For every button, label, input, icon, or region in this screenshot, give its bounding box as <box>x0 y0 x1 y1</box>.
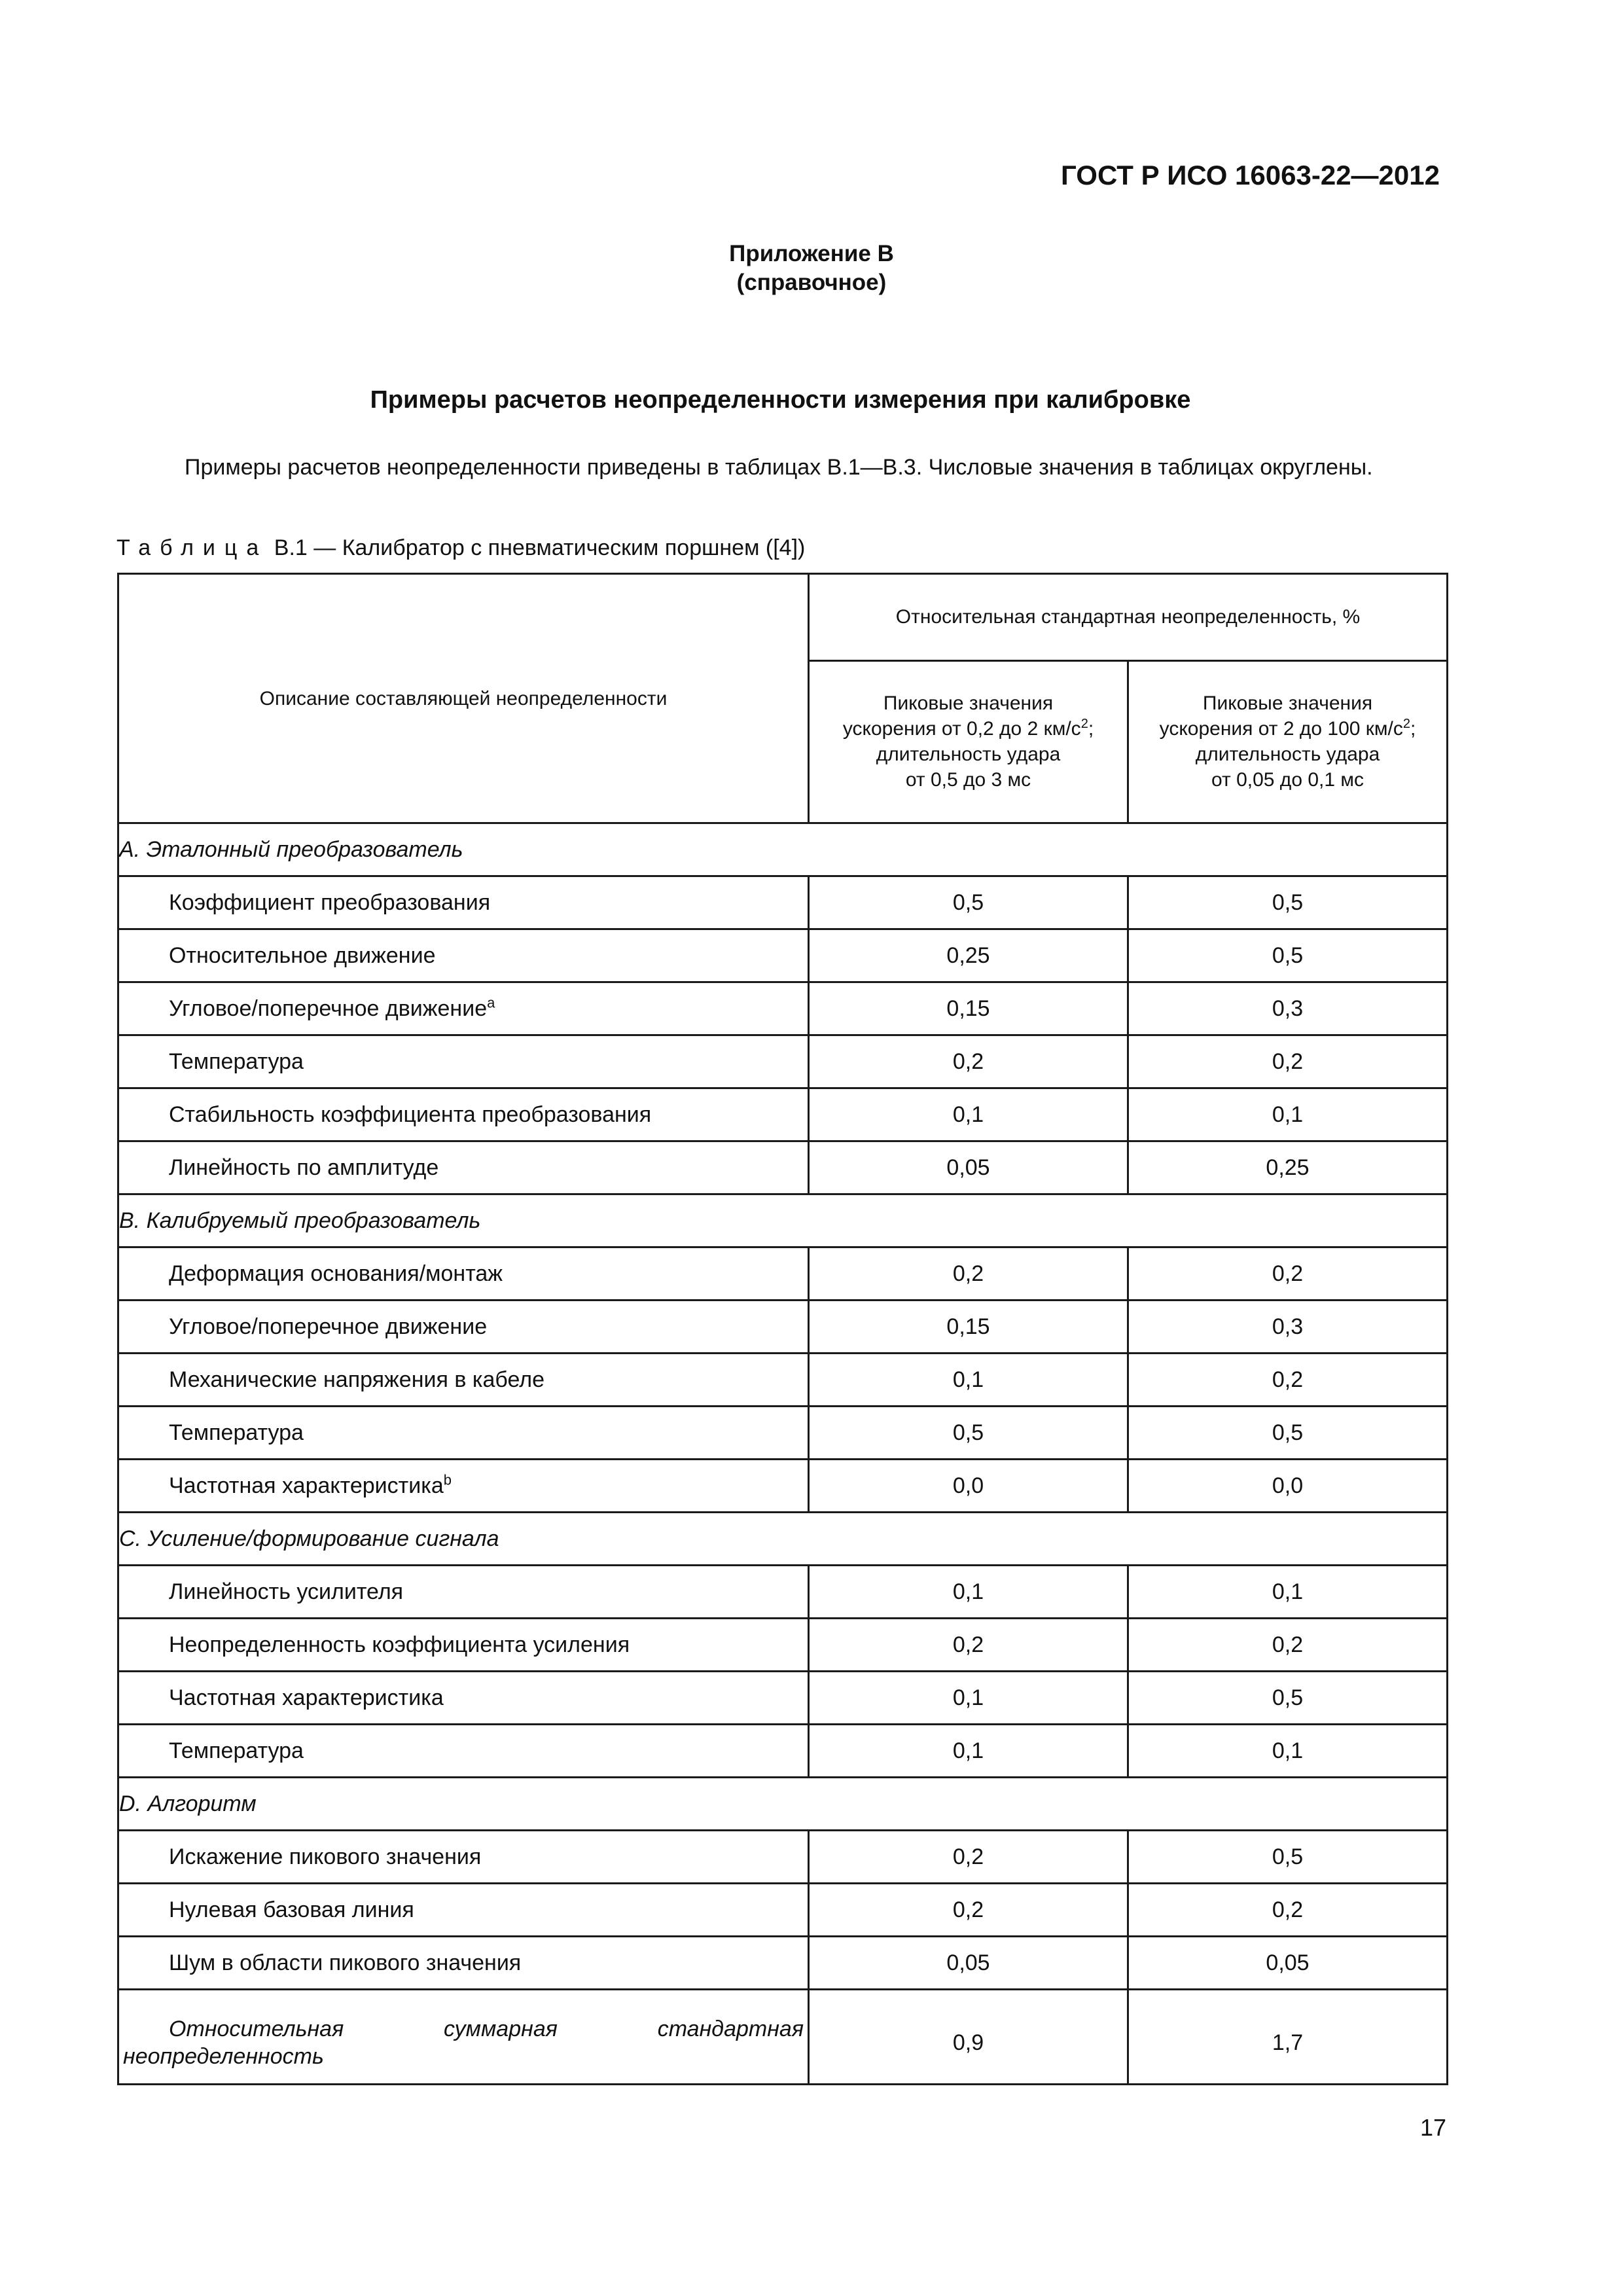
table-caption <box>116 535 805 561</box>
table-row <box>118 1937 1448 1990</box>
value-col1: 0,5 <box>809 1407 1128 1460</box>
header-col1-line2 <box>810 716 1127 742</box>
row-description <box>118 1831 809 1884</box>
main-title: Примеры расчетов неопределенности измерения при калибровке <box>370 386 1191 414</box>
table-row <box>118 876 1448 929</box>
row-label: Температура <box>169 1738 304 1763</box>
footnote-marker: a <box>487 994 495 1011</box>
value-col2: 0,1 <box>1128 1725 1448 1778</box>
footnote-marker: b <box>443 1471 452 1488</box>
total-value-col2: 1,7 <box>1128 1990 1448 2085</box>
value-col1: 0,2 <box>809 1247 1128 1300</box>
row-label: Линейность усилителя <box>169 1579 404 1604</box>
table-caption-label: Таблица <box>116 535 268 560</box>
value-col1: 0,2 <box>809 1831 1128 1884</box>
row-label: Линейность по амплитуде <box>169 1155 439 1180</box>
table-row <box>118 929 1448 982</box>
value-col1: 0,15 <box>809 982 1128 1035</box>
row-description <box>118 876 809 929</box>
table-row <box>118 1619 1448 1672</box>
total-row <box>118 1990 1448 2085</box>
total-value-col1: 0,9 <box>809 1990 1128 2085</box>
row-label: Частотная характеристика <box>169 1473 444 1498</box>
header-col1-line1: Пиковые значения <box>883 692 1054 715</box>
value-col1: 0,05 <box>809 1937 1128 1990</box>
value-col1: 0,1 <box>809 1088 1128 1141</box>
section-row <box>118 1778 1448 1831</box>
row-description <box>118 1141 809 1194</box>
header-group: Относительная стандартная неопределенность, % <box>809 574 1448 661</box>
header-col2-line2 <box>1129 716 1446 742</box>
value-col1: 0,1 <box>809 1672 1128 1725</box>
section-title: D. Алгоритм <box>118 1778 1448 1831</box>
section-title: В. Калибруемый преобразователь <box>118 1194 1448 1247</box>
value-col1: 0,0 <box>809 1460 1128 1513</box>
section-row <box>118 1194 1448 1247</box>
value-col2: 0,5 <box>1128 876 1448 929</box>
value-col2: 0,0 <box>1128 1460 1448 1513</box>
section-row <box>118 1513 1448 1566</box>
value-col2: 0,3 <box>1128 1300 1448 1354</box>
header-col1-line4: от 0,5 до 3 мс <box>905 769 1031 791</box>
intro-paragraph: Примеры расчетов неопределенности приведены в таблицах В.1—В.3. Числовые значения в таблицах округлены. <box>185 455 1373 480</box>
table-row <box>118 982 1448 1035</box>
table-row <box>118 1566 1448 1619</box>
value-col2: 0,2 <box>1128 1035 1448 1088</box>
value-col2: 0,25 <box>1128 1141 1448 1194</box>
header-col1 <box>809 660 1128 823</box>
header-col1-line3: длительность удара <box>876 744 1061 766</box>
row-description <box>118 1619 809 1672</box>
value-col2: 0,1 <box>1128 1088 1448 1141</box>
row-label: Стабильность коэффициента преобразования <box>169 1102 652 1127</box>
row-label: Искажение пикового значения <box>169 1844 482 1869</box>
header-col2-line1: Пиковые значения <box>1202 692 1373 715</box>
annex-title: Приложение В <box>729 241 894 266</box>
section-title: А. Эталонный преобразователь <box>118 823 1448 876</box>
header-col2-line4: от 0,05 до 0,1 мс <box>1211 769 1364 791</box>
header-col1-line2-end: ; <box>1088 718 1094 740</box>
value-col2: 0,5 <box>1128 1831 1448 1884</box>
row-description <box>118 1035 809 1088</box>
row-label: Относительное движение <box>169 942 436 968</box>
row-description <box>118 1672 809 1725</box>
table-header-row <box>118 574 1448 661</box>
table-caption-text: В.1 — Калибратор с пневматическим поршнем ([4]) <box>274 535 806 560</box>
table-row <box>118 1831 1448 1884</box>
table-row <box>118 1354 1448 1407</box>
value-col1: 0,1 <box>809 1725 1128 1778</box>
row-description <box>118 1088 809 1141</box>
row-label: Угловое/поперечное движение <box>169 1314 488 1339</box>
value-col2: 0,5 <box>1128 1672 1448 1725</box>
value-col1: 0,15 <box>809 1300 1128 1354</box>
row-label: Деформация основания/монтаж <box>169 1261 503 1286</box>
row-description <box>118 1937 809 1990</box>
row-description <box>118 1460 809 1513</box>
annex-subtitle: (справочное) <box>736 270 887 295</box>
value-col2: 0,1 <box>1128 1566 1448 1619</box>
row-description <box>118 1884 809 1937</box>
value-col1: 0,5 <box>809 876 1128 929</box>
page-number: 17 <box>1419 2114 1446 2141</box>
row-description <box>118 1354 809 1407</box>
table-row <box>118 1088 1448 1141</box>
header-col2-line2-sup: 2 <box>1402 717 1410 732</box>
row-description <box>118 1247 809 1300</box>
table-row <box>118 1884 1448 1937</box>
value-col1: 0,05 <box>809 1141 1128 1194</box>
row-description <box>118 1725 809 1778</box>
row-label: Нулевая базовая линия <box>169 1897 414 1922</box>
value-col2: 0,3 <box>1128 982 1448 1035</box>
table-row <box>118 1725 1448 1778</box>
value-col1: 0,2 <box>809 1619 1128 1672</box>
value-col1: 0,1 <box>809 1566 1128 1619</box>
header-col2-line2-text: ускорения от 2 до 100 км/с <box>1159 718 1403 740</box>
row-label: Температура <box>169 1420 304 1445</box>
header-col2-line3: длительность удара <box>1195 744 1380 766</box>
row-description <box>118 982 809 1035</box>
value-col1: 0,2 <box>809 1035 1128 1088</box>
value-col2: 0,2 <box>1128 1247 1448 1300</box>
value-col1: 0,25 <box>809 929 1128 982</box>
table-row <box>118 1247 1448 1300</box>
table-row <box>118 1460 1448 1513</box>
row-label: Частотная характеристика <box>169 1685 444 1710</box>
row-label: Шум в области пикового значения <box>169 1950 522 1975</box>
section-row <box>118 823 1448 876</box>
section-title: С. Усиление/формирование сигнала <box>118 1513 1448 1566</box>
row-label: Механические напряжения в кабеле <box>169 1367 544 1392</box>
table-row <box>118 1407 1448 1460</box>
header-col1-line2-sup: 2 <box>1080 717 1088 732</box>
row-label: Коэффициент преобразования <box>169 889 491 915</box>
row-label: Неопределенность коэффициента усиления <box>169 1632 630 1657</box>
header-col2-line2-end: ; <box>1410 718 1416 740</box>
uncertainty-table <box>117 573 1448 2085</box>
standard-code: ГОСТ Р ИСО 16063-22—2012 <box>1061 160 1440 190</box>
value-col1: 0,1 <box>809 1354 1128 1407</box>
table-row <box>118 1141 1448 1194</box>
value-col2: 0,2 <box>1128 1354 1448 1407</box>
table-row <box>118 1300 1448 1354</box>
row-label: Температура <box>169 1049 304 1074</box>
row-description <box>118 1407 809 1460</box>
row-label: Угловое/поперечное движение <box>169 996 488 1021</box>
value-col2: 0,5 <box>1128 1407 1448 1460</box>
table-row <box>118 1672 1448 1725</box>
value-col2: 0,05 <box>1128 1937 1448 1990</box>
value-col1: 0,2 <box>809 1884 1128 1937</box>
row-description <box>118 929 809 982</box>
total-label: Относительная суммарная стандартная неопределенность <box>118 1990 809 2085</box>
header-col2 <box>1128 660 1448 823</box>
row-description <box>118 1300 809 1354</box>
value-col2: 0,2 <box>1128 1619 1448 1672</box>
row-description <box>118 1566 809 1619</box>
value-col2: 0,2 <box>1128 1884 1448 1937</box>
value-col2: 0,5 <box>1128 929 1448 982</box>
header-col1-line2-text: ускорения от 0,2 до 2 км/с <box>842 718 1081 740</box>
table-row <box>118 1035 1448 1088</box>
header-description: Описание составляющей неопределенности <box>118 574 809 823</box>
